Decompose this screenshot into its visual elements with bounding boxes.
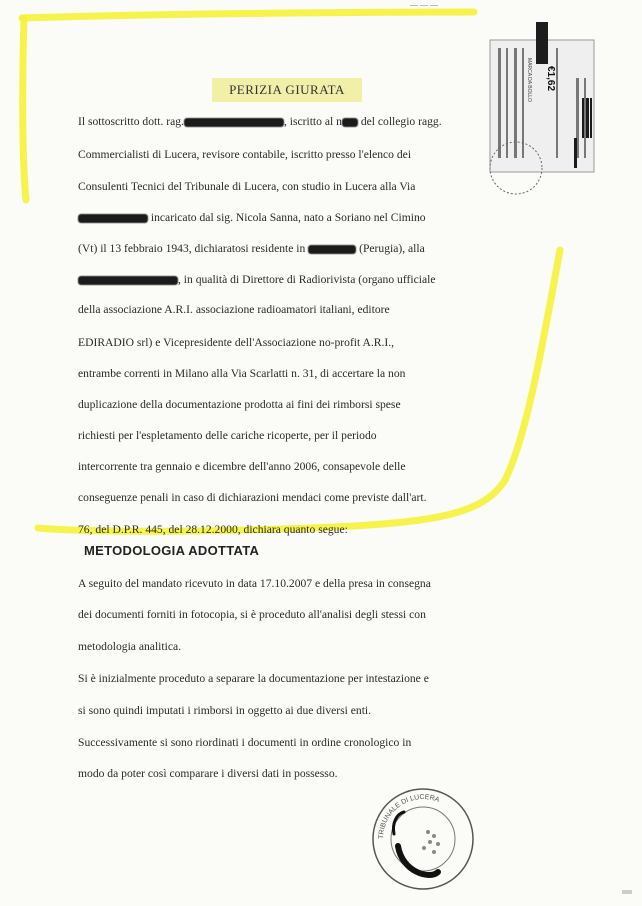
body-line: Successivamente si sono riordinati i documenti in ordine cronologico in bbox=[78, 736, 412, 749]
body-line bbox=[78, 242, 498, 256]
redaction-mark bbox=[78, 214, 148, 223]
body-line bbox=[78, 429, 498, 443]
body-line: A seguito del mandato ricevuto in data 17.10.2007 e della presa in consegna bbox=[78, 577, 431, 590]
body-line-text bbox=[78, 211, 426, 225]
body-line bbox=[78, 367, 498, 381]
body-line: modo da poter così comparare i diversi dati in possesso. bbox=[78, 767, 338, 780]
text-fragment: EDIRADIO srl) e Vicepresidente dell'Associazione no-profit A.R.I., bbox=[78, 336, 395, 349]
redaction-mark bbox=[342, 118, 358, 127]
body-line-text bbox=[78, 429, 377, 443]
body-line: metodologia analitica. bbox=[78, 640, 182, 653]
text-fragment: duplicazione della documentazione prodotta ai fini dei rimborsi spese bbox=[78, 398, 401, 411]
text-fragment: , iscritto al n bbox=[283, 115, 342, 128]
body-line-text bbox=[78, 491, 426, 505]
text-fragment: richiesti per l'espletamento delle cariche ricoperte, per il periodo bbox=[78, 429, 377, 442]
body-line-text bbox=[78, 336, 394, 350]
text-fragment: 76, del D.P.R. 445, del 28.12.2000, dichiara quanto segue: bbox=[78, 523, 348, 536]
text-fragment: del collegio ragg. bbox=[357, 115, 442, 128]
body-line-text bbox=[78, 460, 406, 474]
text-fragment: Commercialisti di Lucera, revisore contabile, iscritto presso l'elenco dei bbox=[78, 148, 412, 161]
body-line: dei documenti forniti in fotocopia, si è proceduto all'analisi degli stessi con bbox=[78, 608, 426, 621]
body-line bbox=[78, 460, 498, 474]
text-fragment: , in qualità di Direttore di Radiorivista (organo ufficiale bbox=[178, 273, 436, 286]
body-line bbox=[78, 115, 498, 129]
text-fragment: conseguenze penali in caso di dichiarazioni mendaci come previste dall'art. bbox=[78, 491, 427, 504]
top-scan-mark: — — — bbox=[410, 0, 438, 9]
text-fragment: intercorrente tra gennaio e dicembre dell'anno 2006, consapevole delle bbox=[78, 460, 406, 473]
text-fragment: (Perugia), alla bbox=[356, 242, 425, 255]
stamp-value: €1,62 bbox=[545, 66, 556, 92]
body-line-text bbox=[78, 367, 405, 381]
body-line: si sono quindi imputati i rimborsi in oggetto ai due diversi enti. bbox=[78, 704, 372, 717]
redaction-mark bbox=[184, 118, 284, 127]
body-line-text bbox=[78, 398, 401, 412]
body-line bbox=[78, 148, 498, 162]
revenue-stamp-graphic bbox=[486, 18, 598, 208]
text-fragment: (Vt) il 13 febbraio 1943, dichiaratosi residente in bbox=[78, 242, 309, 255]
text-fragment: della associazione A.R.I. associazione radioamatori italiani, editore bbox=[78, 303, 390, 316]
text-fragment: entrambe correnti in Milano alla Via Scarlatti n. 31, di accertare la non bbox=[78, 367, 406, 380]
scan-edge-mark bbox=[622, 890, 632, 894]
body-line-text bbox=[78, 273, 435, 287]
redaction-mark bbox=[78, 276, 178, 285]
body-line-text bbox=[78, 115, 442, 129]
official-seal bbox=[368, 784, 478, 894]
body-line bbox=[78, 523, 348, 537]
body-line: Si è inizialmente proceduto a separare la documentazione per intestazione e bbox=[78, 672, 429, 685]
stamp-label: MARCA DA BOLLO bbox=[526, 58, 532, 102]
body-line-text bbox=[78, 180, 415, 194]
body-line bbox=[78, 491, 498, 505]
body-line-text bbox=[78, 303, 390, 317]
text-fragment: incaricato dal sig. Nicola Sanna, nato a Soriano nel Cimino bbox=[148, 211, 426, 224]
section-heading: METODOLOGIA ADOTTATA bbox=[84, 543, 260, 558]
body-line bbox=[78, 336, 498, 350]
body-line bbox=[78, 180, 498, 194]
body-line bbox=[78, 303, 498, 317]
body-line bbox=[78, 273, 498, 287]
document-title: PERIZIA GIURATA bbox=[212, 78, 362, 102]
redaction-mark bbox=[308, 245, 356, 254]
body-line-text bbox=[78, 148, 411, 162]
body-line-text bbox=[78, 242, 425, 256]
text-fragment: Il sottoscritto dott. rag. bbox=[78, 115, 184, 128]
body-line bbox=[78, 398, 498, 412]
body-line bbox=[78, 211, 498, 225]
seal-text: TRIBUNALE DI LUCERA bbox=[377, 793, 441, 840]
revenue-stamp bbox=[486, 18, 598, 208]
text-fragment: Consulenti Tecnici del Tribunale di Lucera, con studio in Lucera alla Via bbox=[78, 180, 416, 193]
body-line-text bbox=[78, 523, 348, 537]
